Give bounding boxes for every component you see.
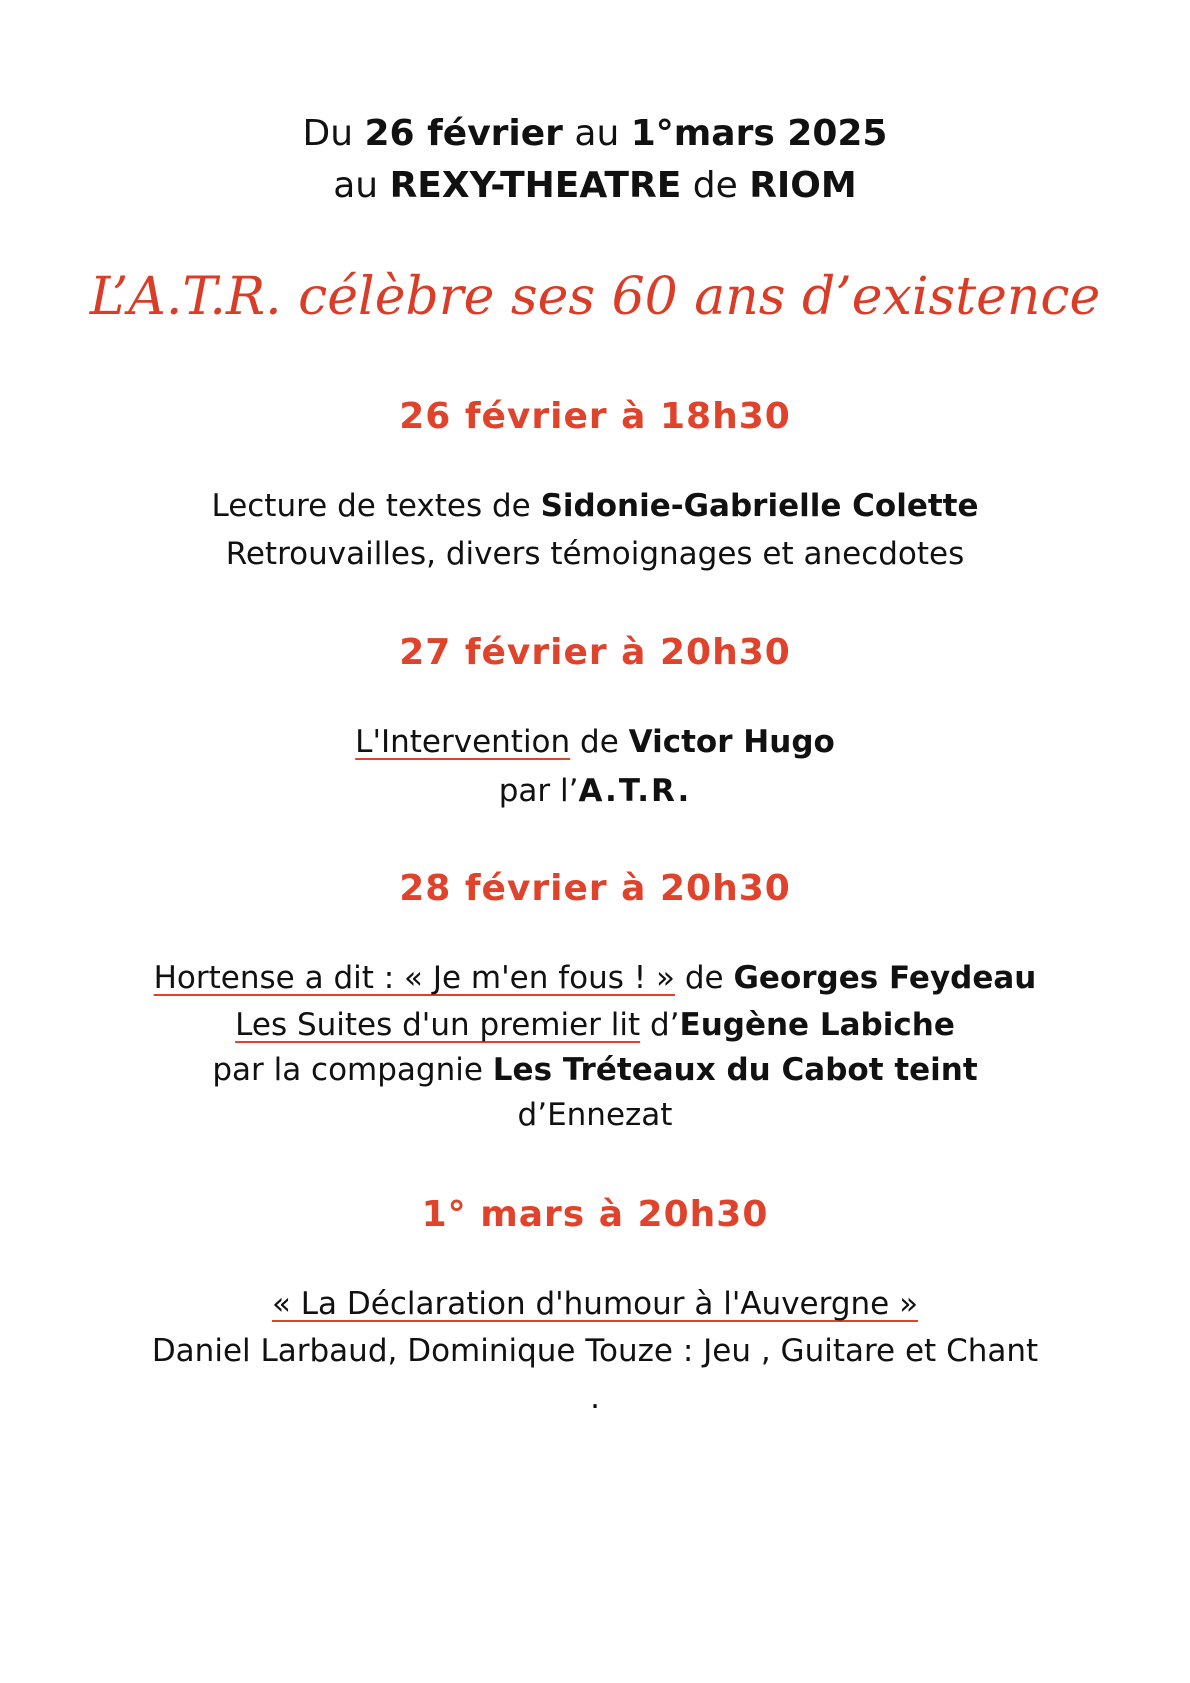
header-text: Du: [302, 113, 365, 154]
city-name: RIOM: [749, 165, 857, 206]
event-line: Retrouvailles, divers témoignages et anecdotes: [225, 536, 965, 572]
event-line: [0, 1004, 1190, 1046]
play-title: Hortense a dit : « Je m'en fous ! »: [153, 960, 676, 996]
start-date: 26 février: [364, 113, 563, 154]
event-text: par la compagnie: [212, 1052, 493, 1088]
author-name: Sidonie-Gabrielle Colette: [540, 488, 979, 524]
event-text: Lecture de textes de: [211, 488, 541, 524]
author-name: Georges Feydeau: [733, 960, 1037, 996]
event-line: d’Ennezat: [517, 1097, 673, 1133]
event-text: d’: [640, 1007, 680, 1043]
event-line: [0, 957, 1190, 999]
end-date: 1°mars 2025: [630, 113, 888, 154]
event-date: 26 février à 18h30: [399, 396, 791, 437]
author-name: Eugène Labiche: [679, 1007, 955, 1043]
event-line: [0, 1283, 1190, 1325]
play-title: Les Suites d'un premier lit: [235, 1007, 641, 1043]
event-line: Daniel Larbaud, Dominique Touze : Jeu , Guitare et Chant: [151, 1333, 1039, 1369]
event-text: de: [675, 960, 734, 996]
play-title: L'Intervention: [355, 724, 571, 760]
troupe-name: A.T.R.: [578, 773, 692, 809]
troupe-name: Les Tréteaux du Cabot teint: [492, 1052, 978, 1088]
event-line: [0, 1049, 1190, 1091]
event-date: 1° mars à 20h30: [421, 1194, 769, 1235]
header-text: de: [681, 165, 750, 206]
author-name: Victor Hugo: [628, 724, 835, 760]
event-text: de: [570, 724, 629, 760]
header-text: au: [333, 165, 390, 206]
event-date: 28 février à 20h30: [399, 868, 791, 909]
event-line: .: [590, 1380, 600, 1416]
page-title: L’A.T.R. célèbre ses 60 ans d’existence: [89, 267, 1101, 327]
event-line: [0, 721, 1190, 763]
event-line: [0, 485, 1190, 527]
play-title: « La Déclaration d'humour à l'Auvergne »: [271, 1286, 919, 1322]
event-text: par l’: [498, 773, 579, 809]
event-date: 27 février à 20h30: [399, 632, 791, 673]
header-text: au: [562, 113, 631, 154]
event-line: [0, 770, 1190, 812]
venue-name: REXY-THEATRE: [389, 165, 682, 206]
header-dates: [0, 113, 1190, 155]
header-venue: [0, 165, 1190, 207]
